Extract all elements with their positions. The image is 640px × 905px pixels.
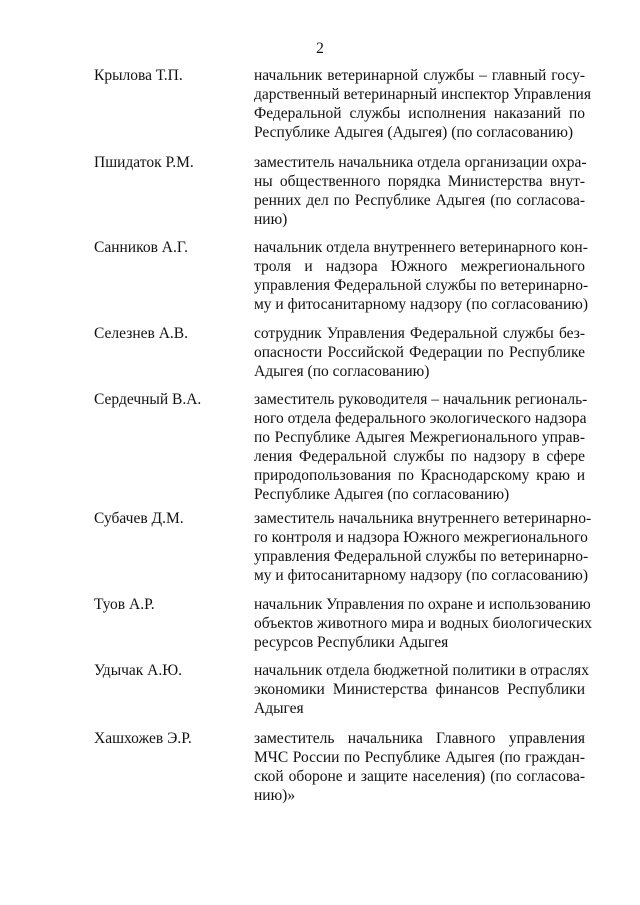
position-text-line: МЧС России по Республике Адыгея (по граждан- [254,749,585,766]
member-name: Санников А.Г. [94,239,188,256]
position-text-line: Республике Адыгея (Адыгея) (по согласованию) [254,124,574,141]
position-text-line: го контроля и надзора Южного межрегионального [254,529,588,546]
position-text-line: заместитель начальника отдела организации охра- [254,154,587,171]
position-text-line: дарственный ветеринарный инспектор Управления [254,86,591,103]
member-name: Субачев Д.М. [94,510,184,527]
position-text-line: ской обороне и защите населения) (по согласова- [254,768,585,785]
position-text-line: управления Федеральной службы по ветеринарно- [254,277,589,294]
position-text-line: нию)» [254,787,296,804]
position-text-line: экономики Министерства финансов Республики [254,681,585,698]
position-text-line: начальник Управления по охране и использованию [254,596,591,613]
member-name: Селезнев А.В. [94,325,188,342]
position-text-line: природопользования по Краснодарскому краю и [254,467,585,484]
position-text-line: сотрудник Управления Федеральной службы без- [254,325,585,342]
position-text-line: опасности Российской Федерации по Республике [254,344,585,361]
position-text-line: Федеральной службы исполнения наказаний по [254,105,585,122]
member-position [254,324,585,381]
page-number: 2 [316,40,324,57]
member-position [254,729,585,805]
position-text-line: заместитель начальника внутреннего ветеринарно- [254,510,592,527]
member-name: Пшидаток Р.М. [94,154,194,171]
position-text-line: объектов животного мира и водных биологических [254,615,593,632]
member-position [254,238,589,314]
member-position [254,153,585,229]
member-name: Удычак А.Ю. [94,662,183,679]
position-text-line: му и фитосанитарному надзору (по согласованию) [254,296,589,313]
member-name: Хашхожев Э.Р. [94,730,192,747]
position-text-line: ресурсов Республики Адыгея [254,634,449,651]
member-position [254,66,591,142]
position-text-line: ны общественного порядка Министерства внут- [254,173,585,190]
position-text-line: управления Федеральной службы по ветеринарно- [254,548,589,565]
position-text-line: заместитель начальника Главного управления [254,730,585,747]
member-position [254,595,593,652]
position-text-line: начальник отдела внутреннего ветеринарного кон- [254,239,588,256]
position-text-line: троля и надзора Южного межрегионального [254,258,585,275]
position-text-line: нию) [254,211,288,228]
position-text-line: заместитель руководителя – начальник региональ- [254,391,588,408]
position-text-line: по Республике Адыгея Межрегионального управ- [254,429,585,446]
position-text-line: Адыгея [254,700,304,717]
position-text-line: Адыгея (по согласованию) [254,363,430,380]
member-position [254,390,588,504]
position-text-line: Республике Адыгея (по согласованию) [254,486,510,503]
member-position [254,509,592,585]
member-name: Крылова Т.П. [94,67,183,84]
member-position [254,661,589,718]
position-text-line: начальник отдела бюджетной политики в отраслях [254,662,589,679]
member-name: Туов А.Р. [94,596,155,613]
position-text-line: ренних дел по Республике Адыгея (по согласова- [254,192,585,209]
member-name: Сердечный В.А. [94,391,202,408]
position-text-line: ного отдела федерального экологического надзора [254,410,587,427]
position-text-line: ления Федеральной службы по надзору в сфере [254,448,585,465]
position-text-line: му и фитосанитарному надзору (по согласованию) [254,567,589,584]
position-text-line: начальник ветеринарной службы – главный госу- [254,67,585,84]
